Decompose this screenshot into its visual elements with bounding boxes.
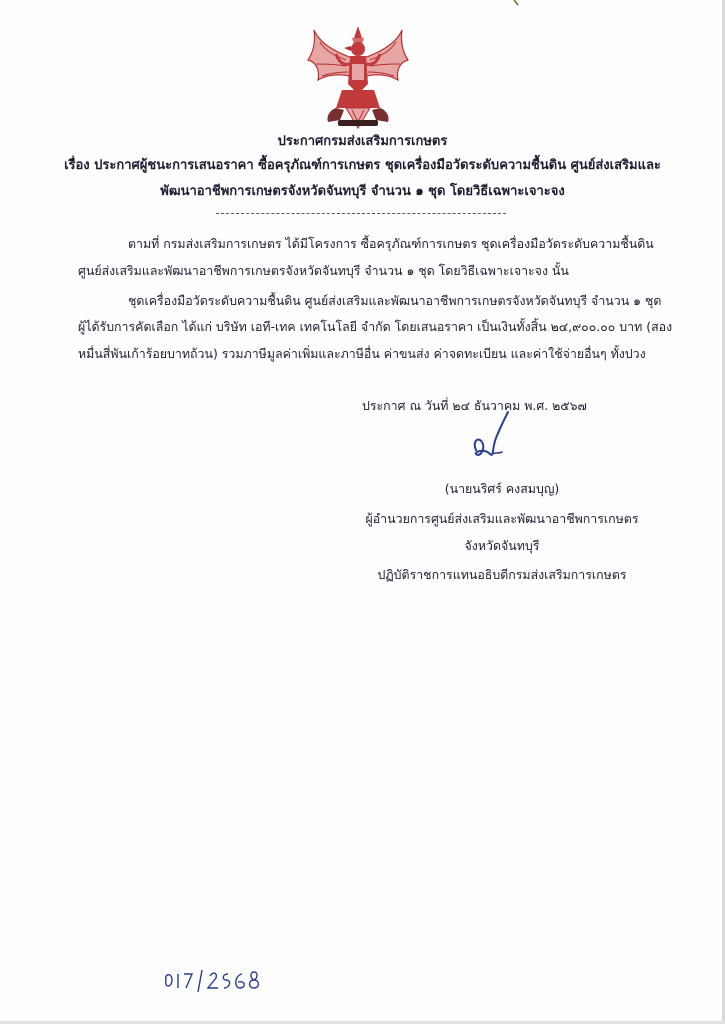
subject-line-2: พัฒนาอาชีพการเกษตรจังหวัดจันทบุรี จำนวน ๑ ชุด โดยวิธีเฉพาะเจาะจง xyxy=(160,184,565,199)
scan-mark-icon xyxy=(512,0,522,6)
agency-title: ประกาศกรมส่งเสริมการเกษตร xyxy=(277,134,448,149)
handwritten-signature xyxy=(462,408,522,468)
signatory-position-3: ปฏิบัติราชการแทนอธิบดีกรมส่งเสริมการเกษตร xyxy=(377,567,627,582)
separator-dashed xyxy=(216,213,506,214)
garuda-emblem-icon xyxy=(306,24,410,130)
paragraph-1-line-1: ตามที่ กรมส่งเสริมการเกษตร ได้มีโครงการ ซื้อครุภัณฑ์การเกษตร ชุดเครื่องมือวัดระดับความชื้นดิน xyxy=(128,236,654,251)
paragraph-2-line-3: หมื่นสี่พันเก้าร้อยบาทถ้วน) รวมภาษีมูลค่าเพิ่มและภาษีอื่น ค่าขนส่ง ค่าจดทะเบียน และค่าใช้จ่ายอื่นๆ ทั้งปวง xyxy=(78,346,646,361)
signatory-position-1: ผู้อำนวยการศูนย์ส่งเสริมและพัฒนาอาชีพการเกษตร xyxy=(365,511,639,526)
subject-line-1: เรื่อง ประกาศผู้ชนะการเสนอราคา ซื้อครุภัณฑ์การเกษตร ชุดเครื่องมือวัดระดับความชื้นดิน ศูนย์ส่งเสริมและ xyxy=(64,158,661,173)
paragraph-2-line-2: ผู้ได้รับการคัดเลือก ได้แก่ บริษัท เอที-เทค เทคโนโลยี จำกัด โดยเสนอราคา เป็นเงินทั้งสิ้น ๒๔,๙๐๐.๐๐ บาท (สอง xyxy=(78,319,673,334)
signatory-position-2: จังหวัดจันทบุรี xyxy=(464,538,540,553)
announcement-date: ประกาศ ณ วันที่ ๒๔ ธันวาคม พ.ศ. ๒๕๖๗ xyxy=(362,398,587,413)
handwritten-reference xyxy=(162,968,262,994)
signatory-name: (นายนริศร์ คงสมบุญ) xyxy=(444,481,560,496)
paragraph-1-line-2: ศูนย์ส่งเสริมและพัฒนาอาชีพการเกษตรจังหวัดจันทบุรี จำนวน ๑ ชุด โดยวิธีเฉพาะเจาะจง นั้น xyxy=(78,263,569,278)
paragraph-2-line-1: ชุดเครื่องมือวัดระดับความชื้นดิน ศูนย์ส่งเสริมและพัฒนาอาชีพการเกษตรจังหวัดจันทบุรี จำนวน ๑ ชุด xyxy=(128,293,662,308)
